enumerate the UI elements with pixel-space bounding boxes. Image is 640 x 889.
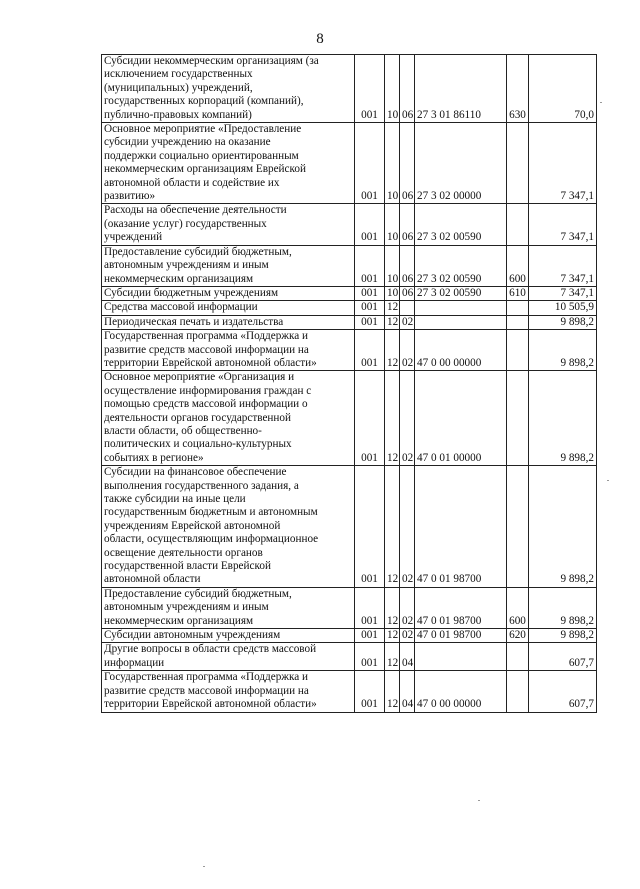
cell-section-code: 10 <box>385 123 400 204</box>
scan-mark <box>478 800 480 801</box>
item-name-line: развитие средств массовой информации на <box>104 684 309 697</box>
item-name-line: также субсидии на иные цели <box>104 493 246 505</box>
cell-section-code: 12 <box>385 671 400 712</box>
cell-expense-type: 600 <box>507 245 529 286</box>
cell-item-name <box>102 204 355 245</box>
cell-ministry-code: 001 <box>355 55 385 123</box>
item-name-line: освещение деятельности органов <box>104 546 263 559</box>
item-name-line: политических и социально-культурных <box>104 438 292 451</box>
cell-amount: 9 898,2 <box>529 629 597 643</box>
item-name-line: Основное мероприятие «Организация и <box>104 371 295 384</box>
cell-item-name <box>102 315 355 329</box>
cell-target-article <box>415 315 507 329</box>
cell-ministry-code: 001 <box>355 301 385 315</box>
cell-ministry-code: 001 <box>355 643 385 671</box>
cell-target-article: 27 3 02 00590 <box>415 204 507 245</box>
cell-target-article <box>415 643 507 671</box>
cell-subsection-code: 02 <box>400 371 415 466</box>
cell-subsection-code: 06 <box>400 55 415 123</box>
cell-item-name <box>102 466 355 588</box>
table-row <box>102 55 597 123</box>
cell-ministry-code: 001 <box>355 315 385 329</box>
item-name-line: учреждений <box>104 231 163 244</box>
item-name-line: Расходы на обеспечение деятельности <box>104 204 287 217</box>
cell-amount: 7 347,1 <box>529 204 597 245</box>
cell-target-article: 47 0 01 98700 <box>415 629 507 643</box>
cell-ministry-code: 001 <box>355 371 385 466</box>
table-row <box>102 245 597 286</box>
table-row <box>102 301 597 315</box>
cell-subsection-code <box>400 301 415 315</box>
table-row <box>102 629 597 643</box>
scan-mark <box>600 102 602 103</box>
cell-target-article: 27 3 01 86110 <box>415 55 507 123</box>
item-name-line: автономным учреждениям и иным <box>104 601 269 614</box>
cell-ministry-code: 001 <box>355 466 385 588</box>
cell-subsection-code: 06 <box>400 204 415 245</box>
cell-amount: 7 347,1 <box>529 245 597 286</box>
table-row <box>102 371 597 466</box>
cell-target-article: 47 0 00 00000 <box>415 330 507 371</box>
cell-target-article <box>415 301 507 315</box>
item-name-line: исключением государственных <box>104 68 253 81</box>
cell-amount: 9 898,2 <box>529 466 597 588</box>
cell-section-code: 10 <box>385 55 400 123</box>
item-name-line: поддержки социально ориентированным <box>104 149 299 162</box>
table-row <box>102 466 597 588</box>
table-row <box>102 330 597 371</box>
cell-target-article: 47 0 00 00000 <box>415 671 507 712</box>
cell-amount: 9 898,2 <box>529 330 597 371</box>
cell-expense-type: 630 <box>507 55 529 123</box>
cell-expense-type: 610 <box>507 286 529 300</box>
cell-subsection-code: 04 <box>400 643 415 671</box>
cell-amount: 9 898,2 <box>529 371 597 466</box>
cell-item-name <box>102 587 355 628</box>
cell-section-code: 12 <box>385 466 400 588</box>
cell-expense-type <box>507 315 529 329</box>
cell-target-article: 47 0 01 98700 <box>415 587 507 628</box>
table-row <box>102 204 597 245</box>
cell-section-code: 12 <box>385 371 400 466</box>
item-name-line: публично-правовых компаний) <box>104 108 252 121</box>
item-name-line: Субсидии бюджетным учреждениям <box>104 286 279 299</box>
item-name-line: некоммерческим организациям <box>104 272 254 285</box>
item-name-line: развитию» <box>104 190 156 203</box>
cell-section-code: 12 <box>385 330 400 371</box>
cell-ministry-code: 001 <box>355 286 385 300</box>
budget-table <box>101 54 597 713</box>
item-name-line: деятельности органов государственной <box>104 411 291 424</box>
item-name-line: Субсидии на финансовое обеспечение <box>104 466 287 479</box>
item-name-line: территории Еврейской автономной области» <box>104 356 317 369</box>
scan-mark <box>203 866 205 867</box>
item-name-line: выполнения государственного задания, а <box>104 479 299 492</box>
cell-amount: 9 898,2 <box>529 587 597 628</box>
cell-ministry-code: 001 <box>355 123 385 204</box>
cell-expense-type <box>507 466 529 588</box>
cell-ministry-code: 001 <box>355 330 385 371</box>
item-name-line: Предоставление субсидий бюджетным, <box>104 245 292 258</box>
item-name-line: событиях в регионе» <box>104 451 204 464</box>
cell-item-name <box>102 330 355 371</box>
item-name-line: информации <box>104 656 165 669</box>
item-name-line: Субсидии некоммерческим организациям (за <box>104 55 319 67</box>
table-row <box>102 315 597 329</box>
item-name-line: государственной власти Еврейской <box>104 560 271 573</box>
item-name-line: некоммерческим организациям Еврейской <box>104 163 306 176</box>
cell-subsection-code: 02 <box>400 466 415 588</box>
cell-target-article: 27 3 02 00000 <box>415 123 507 204</box>
cell-section-code: 10 <box>385 245 400 286</box>
cell-subsection-code: 06 <box>400 245 415 286</box>
table-row <box>102 587 597 628</box>
cell-amount: 10 505,9 <box>529 301 597 315</box>
item-name-line: области, осуществляющим информационное <box>104 533 319 546</box>
cell-section-code: 10 <box>385 286 400 300</box>
cell-ministry-code: 001 <box>355 671 385 712</box>
cell-subsection-code: 02 <box>400 315 415 329</box>
cell-amount: 7 347,1 <box>529 286 597 300</box>
cell-expense-type <box>507 123 529 204</box>
cell-expense-type <box>507 371 529 466</box>
cell-amount: 9 898,2 <box>529 315 597 329</box>
item-name-line: Периодическая печать и издательства <box>104 315 284 328</box>
table-row <box>102 671 597 712</box>
cell-ministry-code: 001 <box>355 245 385 286</box>
item-name-line: (муниципальных) учреждений, <box>104 81 253 94</box>
cell-item-name <box>102 671 355 712</box>
cell-section-code: 10 <box>385 204 400 245</box>
cell-item-name <box>102 123 355 204</box>
item-name-line: Предоставление субсидий бюджетным, <box>104 587 292 600</box>
item-name-line: Основное мероприятие «Предоставление <box>104 123 302 136</box>
cell-target-article: 47 0 01 00000 <box>415 371 507 466</box>
item-name-line: Другие вопросы в области средств массовой <box>104 643 317 656</box>
cell-expense-type <box>507 643 529 671</box>
cell-expense-type <box>507 671 529 712</box>
table-row <box>102 123 597 204</box>
cell-expense-type <box>507 204 529 245</box>
cell-section-code: 12 <box>385 315 400 329</box>
item-name-line: автономной области и содействие их <box>104 176 280 189</box>
cell-section-code: 12 <box>385 629 400 643</box>
cell-item-name <box>102 371 355 466</box>
item-name-line: помощью средств массовой информации о <box>104 398 308 411</box>
item-name-line: Субсидии автономным учреждениям <box>104 629 281 642</box>
item-name-line: государственным бюджетным и автономным <box>104 506 318 519</box>
item-name-line: развитие средств массовой информации на <box>104 343 309 356</box>
cell-amount: 7 347,1 <box>529 123 597 204</box>
cell-subsection-code: 02 <box>400 587 415 628</box>
item-name-line: Средства массовой информации <box>104 301 258 314</box>
cell-section-code: 12 <box>385 587 400 628</box>
table-row <box>102 643 597 671</box>
table-row <box>102 286 597 300</box>
cell-amount: 607,7 <box>529 643 597 671</box>
cell-expense-type <box>507 301 529 315</box>
cell-item-name <box>102 286 355 300</box>
cell-item-name <box>102 301 355 315</box>
cell-item-name <box>102 55 355 123</box>
item-name-line: Государственная программа «Поддержка и <box>104 671 309 684</box>
cell-ministry-code: 001 <box>355 587 385 628</box>
cell-ministry-code: 001 <box>355 629 385 643</box>
cell-amount: 70,0 <box>529 55 597 123</box>
cell-subsection-code: 06 <box>400 286 415 300</box>
cell-expense-type <box>507 330 529 371</box>
cell-subsection-code: 06 <box>400 123 415 204</box>
page-number: 8 <box>316 31 324 47</box>
scan-mark <box>607 480 609 481</box>
cell-target-article: 27 3 02 00590 <box>415 245 507 286</box>
cell-item-name <box>102 245 355 286</box>
cell-target-article: 27 3 02 00590 <box>415 286 507 300</box>
item-name-line: некоммерческим организациям <box>104 614 254 627</box>
cell-subsection-code: 02 <box>400 330 415 371</box>
item-name-line: субсидии учреждению на оказание <box>104 136 271 149</box>
cell-section-code: 12 <box>385 643 400 671</box>
cell-item-name <box>102 643 355 671</box>
cell-section-code: 12 <box>385 301 400 315</box>
cell-expense-type: 620 <box>507 629 529 643</box>
item-name-line: власти области, об общественно- <box>104 424 262 437</box>
item-name-line: государственных корпораций (компаний), <box>104 95 304 108</box>
cell-expense-type: 600 <box>507 587 529 628</box>
item-name-line: (оказание услуг) государственных <box>104 217 267 230</box>
cell-subsection-code: 02 <box>400 629 415 643</box>
cell-target-article: 47 0 01 98700 <box>415 466 507 588</box>
item-name-line: учреждениям Еврейской автономной <box>104 519 281 532</box>
item-name-line: Государственная программа «Поддержка и <box>104 330 309 343</box>
cell-amount: 607,7 <box>529 671 597 712</box>
cell-subsection-code: 04 <box>400 671 415 712</box>
item-name-line: автономной области <box>104 573 201 586</box>
item-name-line: территории Еврейской автономной области» <box>104 698 317 711</box>
item-name-line: автономным учреждениям и иным <box>104 259 269 272</box>
cell-item-name <box>102 629 355 643</box>
cell-ministry-code: 001 <box>355 204 385 245</box>
item-name-line: осуществление информирования граждан с <box>104 384 312 397</box>
